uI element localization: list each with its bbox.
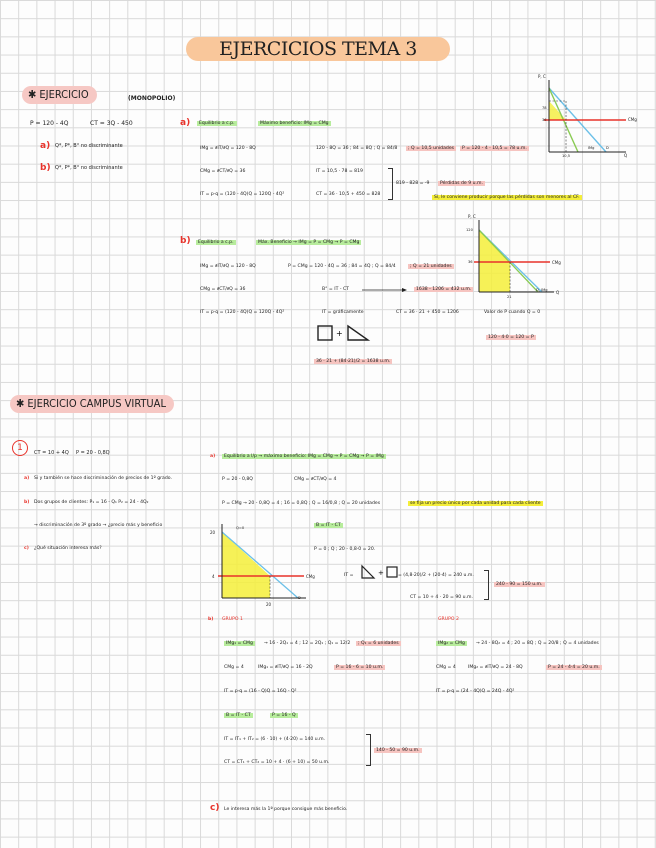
graph-monopoly-b	[470, 216, 560, 298]
section-tag-monopolio: (MONOPOLIO)	[128, 95, 176, 102]
ans2-a-line-7: CT = 10 + 4 · 20 = 90 u.m.	[410, 595, 473, 600]
given-cost-2: CT = 10 + 4Q	[34, 450, 69, 456]
graph-c-dlabel: D	[298, 596, 301, 600]
g2-line-3: IT = p·q = (24 - 4Q)Q = 24Q - 4Q²	[436, 689, 515, 694]
answer-b-line-4: 120 - 4·0 = 120 = P	[488, 335, 534, 340]
q2-c-text: ¿Qué situación interesa más?	[34, 546, 102, 551]
ans2-c-text: Le interesa más la 1ª porque consigue más beneficio.	[224, 807, 348, 812]
given-cost: CT = 3Q - 450	[90, 120, 133, 127]
g1-line-2b: IMg₁ = ∂IT/∂Q = 16 - 2Q	[258, 665, 313, 670]
graph-a-dlabel: D	[606, 146, 609, 150]
svg-text:+: +	[336, 329, 343, 338]
answer-a-line-1: IMg = ∂IT/∂Q = 120 - 8Q	[200, 146, 256, 151]
g1-line-6b: 140 - 50 = 90 u.m.	[376, 748, 420, 753]
answer-b-line-2c: 1638 - 1206 = 432 u.m.	[416, 287, 472, 292]
graph-first-degree	[212, 520, 312, 610]
g2-line-2b: IMg₂ = ∂IT/∂Q = 24 - 8Q	[468, 665, 523, 670]
ans2-a-line-1: Equilibrio a l/p → máximo beneficio: IMg = CMg → P = CMg → P = IMg	[224, 454, 384, 459]
page-title: EJERCICIOS TEMA 3	[186, 37, 450, 61]
g1-line-2c: P = 16 - 6 = 10 u.m.	[336, 665, 384, 670]
graph-b-dlabel: D, IMg	[536, 288, 548, 292]
bracket-2	[484, 570, 489, 600]
answer-a-line-2b: ; Q = 10,5 unidades	[408, 146, 455, 151]
answer-b-heading-2: Máx. Beneficio → IMg = P = CMg → P = CMg	[258, 240, 360, 245]
g1-line-3: IT = p·q = (16 - Q)Q = 16Q - Q²	[224, 689, 297, 694]
answer-a-line-5: IT = p·q = (120 - 4Q)Q = 120Q - 4Q²	[200, 192, 285, 197]
answer-b-label: b)	[180, 236, 191, 246]
q2-c-label: c)	[24, 546, 29, 551]
g2-line-2: CMg = 4	[436, 665, 456, 670]
question-b-label: b)	[40, 163, 51, 173]
g2-line-1: IMg₂ = CMg	[438, 641, 465, 646]
group-1-title: GRUPO 1	[222, 617, 243, 622]
question-a-text: Q*, P*, B° no discriminante	[55, 143, 123, 149]
answer-a-heading-1: Equilibrio a c.p.	[199, 121, 235, 126]
q2-b-text-2: → discriminación de 3º grado → ¿precio más y beneficio	[34, 523, 163, 528]
svg-text:+: +	[378, 569, 384, 577]
g2-line-1b: → 24 - 8Q₂ = 4 ; 20 = 8Q ; Q = 20/8 ; Q = 4 unidades	[476, 641, 599, 646]
graph-c-label: Q=0	[236, 526, 245, 530]
ans2-a-line-2b: CMg = ∂CT/∂Q = 4	[294, 477, 337, 482]
given-demand: P = 120 - 4Q	[30, 120, 69, 127]
q2-b-label: b)	[24, 500, 30, 505]
answer-a-note: Sí, le conviene producir porque las pérdidas son menores al CF.	[434, 195, 580, 200]
exercise-number: 1	[12, 440, 28, 456]
bracket	[388, 168, 393, 200]
answer-b-line-3b: IT = gráficamente	[322, 310, 364, 315]
answer-a-label: a)	[180, 118, 191, 128]
section-heading-ejercicio: ✱ EJERCICIO	[22, 86, 97, 104]
graph-b-q1: 21	[507, 295, 512, 299]
graph-a-v78: 78	[542, 106, 547, 110]
answer-a-line-3: CMg = ∂CT/∂Q = 36	[200, 169, 246, 174]
graph-a-cmg-label: CMg	[628, 117, 637, 122]
given-demand-2: P = 20 - 0,8Q	[76, 450, 110, 456]
ans2-a-line-4: B = IT - CT	[316, 523, 341, 528]
ans2-a-line-3: P = CMg → 20 - 0,8Q = 4 ; 16 = 0,8Q ; Q = 16/0,8 ; Q = 20 unidades	[222, 501, 381, 506]
graph-monopoly-a	[540, 78, 630, 158]
graph-a-imlabel: IMg	[588, 146, 595, 150]
answer-b-line-2b: B° = IT - CT	[322, 287, 349, 292]
graph-b-v120: 120	[466, 228, 473, 232]
graph-a-y-label: P, C	[538, 74, 546, 79]
q2-a-text: Si y también se hace discriminación de precios de 1º grado.	[34, 476, 172, 481]
graph-b-cmg-label: CMg	[552, 260, 561, 265]
shape-icons	[316, 322, 386, 348]
graph-c-v4: 4	[212, 574, 215, 579]
g1-line-1: IMg₁ = CMg	[226, 641, 253, 646]
answer-b-line-3: IT = p·q = (120 - 4Q)Q = 120Q - 4Q²	[200, 310, 285, 315]
g1-line-1c: ; Q₁ = 6 unidades	[358, 641, 399, 646]
graph-a-v36: 36	[542, 118, 547, 122]
ans2-a-line-5: P = 0 ; Q ; 20 - 0,8·0 = 20.	[314, 547, 376, 552]
answer-b-line-2: CMg = ∂CT/∂Q = 36	[200, 287, 246, 292]
answer-a-line-2: 120 - 8Q = 36 ; 84 = 8Q ; Q = 84/8	[316, 146, 398, 151]
g1-line-4b: P = 16 - Q	[272, 713, 296, 718]
answer-a-line-7b: Pérdidas de 9 u.m.	[440, 181, 483, 186]
ans2-a-line-6b: = (4,8·20)/2 + (20·4) = 240 u.m.	[398, 573, 474, 578]
arrow-icon	[360, 287, 410, 293]
answer-b-line-1c: ; Q = 21 unidades	[410, 264, 452, 269]
question-b-text: Q*, P*, B° no discriminante	[55, 165, 123, 171]
ans2-a-line-2: P = 20 - 0,8Q	[222, 477, 253, 482]
answer-b-heading-1: Equilibrio a c.p.	[198, 240, 234, 245]
section-heading-campus-virtual: ✱ EJERCICIO CAMPUS VIRTUAL	[10, 395, 174, 413]
ans2-a-line-3b: se fija un precio único por cada unidad para cada cliente	[410, 501, 541, 506]
bracket-3	[366, 734, 371, 766]
graph-b-q-label: Q	[556, 290, 560, 295]
answer-a-line-7: 819 - 828 = -9	[396, 181, 430, 186]
answer-b-line-5: 36 · 21 + (84·21)/2 = 1638 u.m.	[316, 359, 391, 364]
answer-a-line-2c: P = 120 - 4 · 10,5 = 78 u.m.	[462, 146, 527, 151]
g1-line-1b: → 16 - 2Q₁ = 4 ; 12 = 2Q₁ ; Q₁ = 12/2	[264, 641, 351, 646]
graph-c-v20: 20	[210, 530, 216, 535]
g2-line-2c: P = 24 - 4·4 = 20 u.m.	[548, 665, 600, 670]
answer-a-heading-2: Máximo beneficio: IMg = CMg	[260, 121, 329, 126]
question-a-label: a)	[40, 141, 51, 151]
ans2-c-label: c)	[210, 803, 220, 813]
answer-b-line-1: IMg = ∂IT/∂Q = 120 - 8Q	[200, 264, 256, 269]
graph-b-v36: 36	[468, 260, 473, 264]
g1-line-2: CMg = 4	[224, 665, 244, 670]
ans2-a-line-6: IT =	[344, 573, 354, 578]
group-2-title: GRUPO 2	[438, 617, 459, 622]
graph-c-q20: 20	[266, 602, 272, 607]
q2-a-label: a)	[24, 476, 30, 481]
graph-a-q-label: Q	[624, 153, 628, 158]
answer-a-line-4: IT = 10,5 · 78 = 819	[316, 169, 363, 174]
answer-b-line-3d: Valor de P cuando Q = 0	[484, 310, 541, 315]
ans2-a-label: a)	[210, 454, 216, 459]
q2-b-text: Dos grupos de clientes: P₁ = 16 - Q₁ P₂ = 24 - 4Q₂	[34, 500, 149, 505]
answer-a-line-6: CT = 36 · 10,5 + 450 = 828	[316, 192, 381, 197]
answer-b-line-3c: CT = 36 · 21 + 450 = 1206	[396, 310, 459, 315]
answer-b-line-1b: P = CMg = 120 - 4Q = 36 ; 84 = 4Q ; Q = 84/4	[288, 264, 396, 269]
g1-line-6: CT = CT₁ + CT₂ = 10 + 4 · (6 + 10) = 50 u.m.	[224, 760, 330, 765]
ans2-b-label: b)	[208, 617, 214, 622]
g1-line-5: IT = IT₁ + IT₂ = (6 · 10) + (4·20) = 140 u.m.	[224, 737, 326, 742]
g1-line-4: B = IT - CT	[226, 713, 251, 718]
graph-c-cmg: CMg	[306, 574, 315, 579]
ans2-a-line-6c: 240 - 90 = 150 u.m.	[496, 582, 543, 587]
graph-b-y-label: P, C	[468, 214, 476, 219]
graph-a-q1: 10,5	[562, 154, 571, 158]
